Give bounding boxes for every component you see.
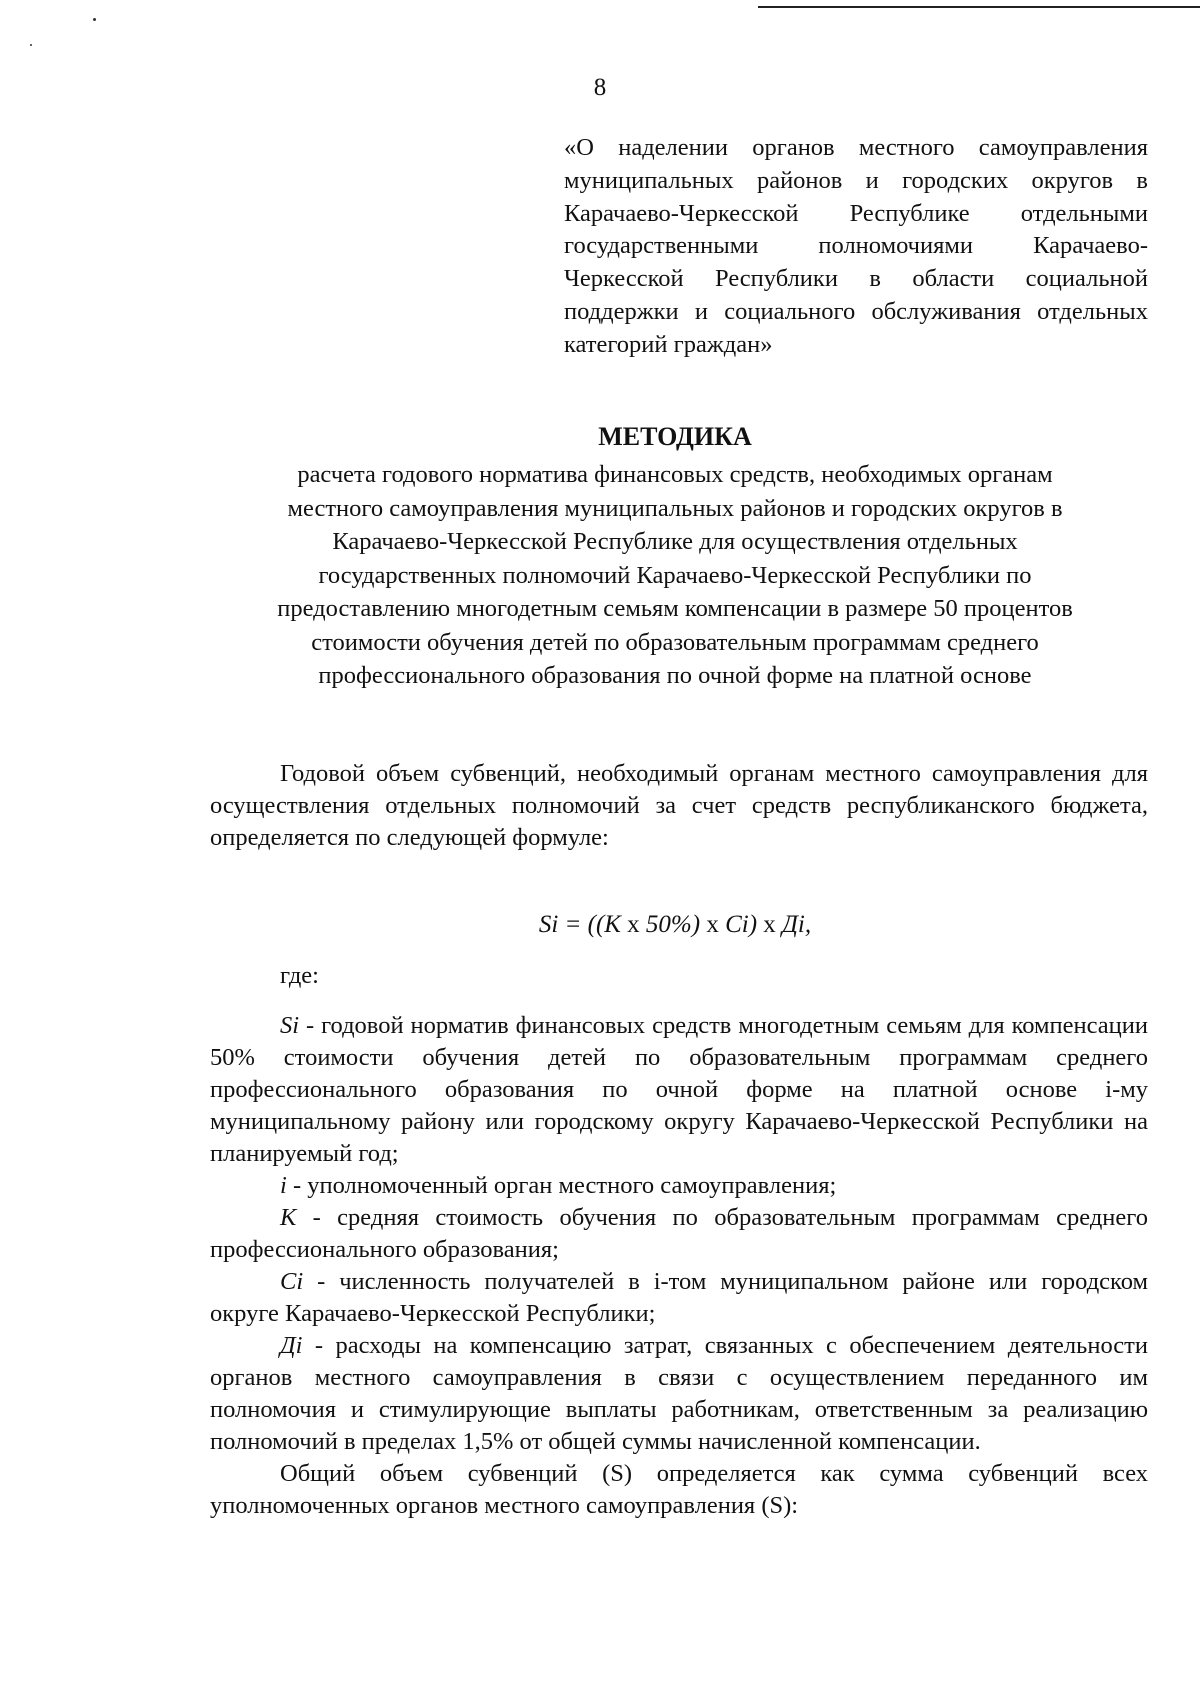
definition-text: - расходы на компенсацию затрат, связанных с обеспечением деятельности органов местного самоуправления в связи с осуществлением переданного им полномочия и стимулирующие выплаты работникам, ответственным за реализацию полномочий в пределах 1,5% от общей суммы начисленной компенсации. xyxy=(210,1332,1148,1455)
definitions-section xyxy=(210,1010,1148,1522)
definition-i xyxy=(210,1170,1148,1202)
header-reference: «О наделении органов местного самоуправления муниципальных районов и городских округов в Карачаево-Черкесской Республике отдельными государственными полномочиями Карачаево-Черкесской Республики в области социальной поддержки и социального обслуживания отдельных категорий граждан» xyxy=(564,134,1148,358)
formula xyxy=(0,911,1200,939)
formula-ci: Ci) xyxy=(725,911,758,938)
top-rule xyxy=(758,6,1200,8)
formula-percent: 50%) xyxy=(645,911,701,938)
subtitle-line: расчета годового норматива финансовых средств, необходимых органам xyxy=(297,461,1053,488)
closing-paragraph: Общий объем субвенций (S) определяется как сумма субвенций всех уполномоченных органов местного самоуправления (S): xyxy=(210,1460,1148,1519)
formula-lhs: Si = ((К xyxy=(538,911,621,938)
subtitle-line: предоставлению многодетным семьям компенсации в размере 50 процентов xyxy=(277,595,1073,622)
intro-paragraph: Годовой объем субвенций, необходимый органам местного самоуправления для осуществления отдельных полномочий за счет средств республиканского бюджета, определяется по следующей формуле: xyxy=(210,760,1148,851)
definition-k xyxy=(210,1202,1148,1266)
subtitle-line: местного самоуправления муниципальных районов и городских округов в xyxy=(287,494,1063,522)
definition-ci xyxy=(210,1266,1148,1330)
definition-si xyxy=(210,1010,1148,1170)
where-label: где: xyxy=(280,962,319,989)
subtitle-line: профессионального образования по очной форме на платной основе xyxy=(318,662,1032,689)
definition-term: Ci xyxy=(280,1268,304,1295)
subtitle-line: государственных полномочий Карачаево-Черкесской Республики по xyxy=(318,561,1032,589)
document-subtitle xyxy=(210,458,1140,693)
definition-text: - годовой норматив финансовых средств многодетным семьям для компенсации 50% стоимости обучения детей по образовательным программам среднего профессионального образования по очной форме на платной основе i-му муниципальному району или городскому округу Карачаево-Черкесской Республики на планируемый год; xyxy=(210,1012,1148,1167)
formula-times: x xyxy=(757,911,783,938)
definition-term: i xyxy=(280,1172,287,1199)
subtitle-line: стоимости обучения детей по образовательным программам среднего xyxy=(311,628,1039,656)
scan-speck xyxy=(30,44,32,46)
formula-times: x xyxy=(620,911,646,938)
definition-text: - уполномоченный орган местного самоуправления; xyxy=(286,1172,837,1199)
definition-term: Дi xyxy=(280,1332,303,1359)
document-title: МЕТОДИКА xyxy=(598,422,752,451)
scan-speck xyxy=(93,18,96,21)
intro-section xyxy=(210,758,1148,854)
definition-term: Si xyxy=(280,1012,300,1039)
definition-term: К xyxy=(280,1204,297,1231)
page-number: 8 xyxy=(593,74,607,101)
definition-text: - средняя стоимость обучения по образовательным программам среднего профессионального образования; xyxy=(210,1204,1148,1263)
definition-di xyxy=(210,1330,1148,1458)
subtitle-line: Карачаево-Черкесской Республике для осуществления отдельных xyxy=(332,528,1018,555)
formula-rhs: Дi, xyxy=(782,911,812,938)
definition-text: - численность получателей в i-том муниципальном районе или городском округе Карачаево-Черкесской Республики; xyxy=(210,1268,1148,1327)
formula-times: x xyxy=(700,911,726,938)
